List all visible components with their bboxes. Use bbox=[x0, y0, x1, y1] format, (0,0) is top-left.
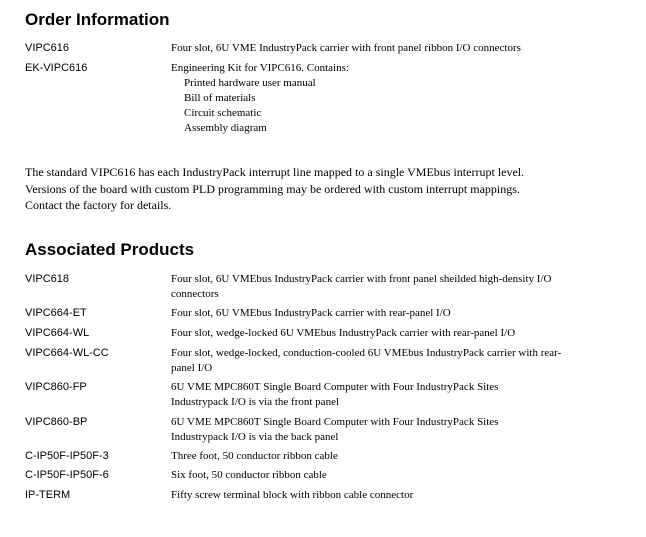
description-line: Engineering Kit for VIPC616. Contains: bbox=[171, 62, 349, 74]
product-code: VIPC664-ET bbox=[25, 307, 87, 319]
product-description bbox=[171, 306, 619, 321]
product-code: VIPC860-FP bbox=[25, 381, 87, 393]
product-code: VIPC618 bbox=[25, 273, 70, 285]
associated-products-heading: Associated Products bbox=[25, 240, 195, 259]
kit-item: Printed hardware user manual bbox=[184, 77, 316, 89]
product-description bbox=[171, 468, 619, 483]
description-line: Three foot, 50 conductor ribbon cable bbox=[171, 450, 338, 462]
product-description bbox=[171, 41, 619, 56]
description-line: Four slot, 6U VME IndustryPack carrier with front panel ribbon I/O connectors bbox=[171, 42, 521, 54]
product-code: C-IP50F-IP50F-3 bbox=[25, 450, 109, 462]
description-line: panel I/O bbox=[171, 362, 213, 374]
interrupt-note-paragraph bbox=[25, 164, 625, 214]
description-line: 6U VME MPC860T Single Board Computer with Four IndustryPack Sites bbox=[171, 381, 499, 393]
description-line: Four slot, 6U VMEbus IndustryPack carrier with front panel sheilded high-density I/O bbox=[171, 273, 552, 285]
description-line: Fifty screw terminal block with ribbon cable connector bbox=[171, 489, 414, 501]
product-code: VIPC860-BP bbox=[25, 416, 88, 428]
product-code: EK-VIPC616 bbox=[25, 62, 88, 74]
description-line: 6U VME MPC860T Single Board Computer with Four IndustryPack Sites bbox=[171, 416, 499, 428]
paragraph-line: Contact the factory for details. bbox=[25, 198, 172, 212]
product-code: VIPC616 bbox=[25, 42, 70, 54]
product-description bbox=[171, 272, 619, 302]
description-line: Four slot, 6U VMEbus IndustryPack carrier with rear-panel I/O bbox=[171, 307, 451, 319]
description-line: Industrypack I/O is via the back panel bbox=[171, 431, 339, 443]
kit-item: Circuit schematic bbox=[184, 107, 262, 119]
product-code: VIPC664-WL-CC bbox=[25, 347, 109, 359]
product-code: VIPC664-WL bbox=[25, 327, 90, 339]
product-description bbox=[171, 326, 619, 341]
product-description bbox=[171, 380, 619, 410]
paragraph-line: Versions of the board with custom PLD programming may be ordered with custom interrupt mappings. bbox=[25, 181, 520, 196]
product-code: IP-TERM bbox=[25, 489, 71, 501]
description-line: Industrypack I/O is via the front panel bbox=[171, 396, 340, 408]
product-description bbox=[171, 346, 619, 376]
description-line: connectors bbox=[171, 288, 219, 300]
paragraph-line: The standard VIPC616 has each IndustryPack interrupt line mapped to a single VMEbus interrupt level. bbox=[25, 165, 525, 179]
description-line: Four slot, wedge-locked, conduction-cooled 6U VMEbus IndustryPack carrier with rear- bbox=[171, 347, 562, 359]
description-line: Six foot, 50 conductor ribbon cable bbox=[171, 469, 327, 481]
order-information-heading: Order Information bbox=[25, 10, 170, 29]
product-code: C-IP50F-IP50F-6 bbox=[25, 469, 109, 481]
kit-item: Assembly diagram bbox=[184, 122, 267, 134]
product-description bbox=[171, 488, 619, 503]
product-description bbox=[171, 415, 619, 445]
description-line: Four slot, wedge-locked 6U VMEbus IndustryPack carrier with rear-panel I/O bbox=[171, 327, 516, 339]
kit-item: Bill of materials bbox=[184, 92, 256, 104]
product-description bbox=[171, 61, 619, 136]
product-description bbox=[171, 449, 619, 464]
